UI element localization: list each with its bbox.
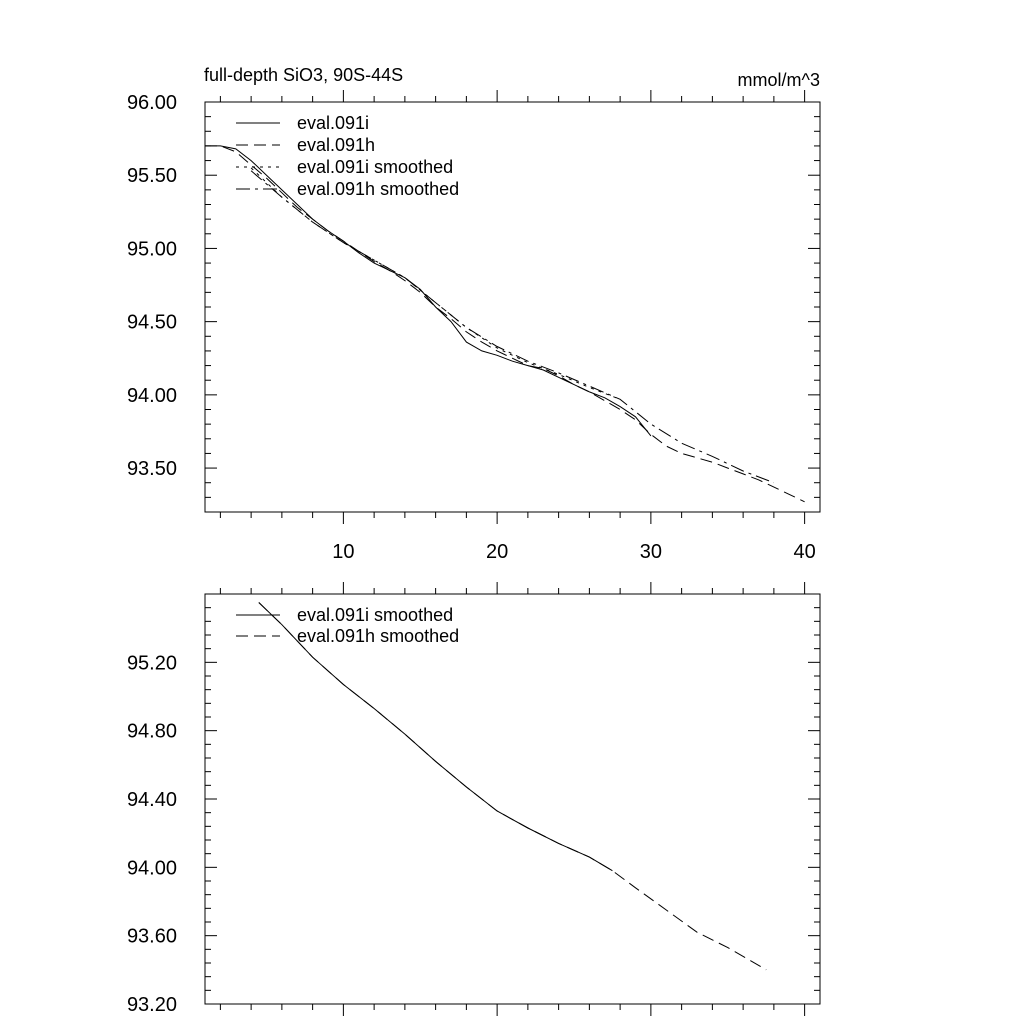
legend-label: eval.091i smoothed <box>297 605 454 625</box>
x-tick-label: 30 <box>639 541 662 563</box>
units-label: mmol/m^3 <box>737 70 820 90</box>
top-panel <box>127 90 820 563</box>
y-tick-label: 96.00 <box>126 92 177 114</box>
y-tick-label: 94.50 <box>126 311 177 334</box>
legend-label: eval.091h <box>297 135 376 155</box>
y-tick-label: 93.60 <box>126 925 177 948</box>
y-tick-label: 95.00 <box>126 238 177 261</box>
y-tick-label: 93.50 <box>126 458 177 481</box>
legend-label: eval.091i <box>297 113 370 133</box>
plot-frame <box>205 594 820 1004</box>
x-tick-label: 10 <box>332 541 355 563</box>
series-line-1 <box>259 603 766 970</box>
y-tick-label: 93.20 <box>126 994 177 1016</box>
bottom-panel <box>127 582 820 1016</box>
y-tick-label: 94.80 <box>126 720 177 743</box>
series-line-2 <box>251 168 620 399</box>
y-tick-label: 95.20 <box>126 652 177 675</box>
x-tick-label: 40 <box>793 541 816 563</box>
series-line-3 <box>251 171 774 483</box>
legend-label: eval.091h smoothed <box>297 626 460 646</box>
y-tick-label: 94.40 <box>126 789 177 811</box>
series-line-1 <box>205 146 805 502</box>
legend-label: eval.091h smoothed <box>297 179 460 199</box>
chart-title: full-depth SiO3, 90S-44S <box>204 65 404 85</box>
y-tick-label: 94.00 <box>126 857 177 880</box>
x-tick-label: 20 <box>486 541 509 563</box>
y-tick-label: 94.00 <box>126 384 177 407</box>
y-tick-label: 95.50 <box>126 165 177 188</box>
legend-label: eval.091i smoothed <box>297 157 454 177</box>
